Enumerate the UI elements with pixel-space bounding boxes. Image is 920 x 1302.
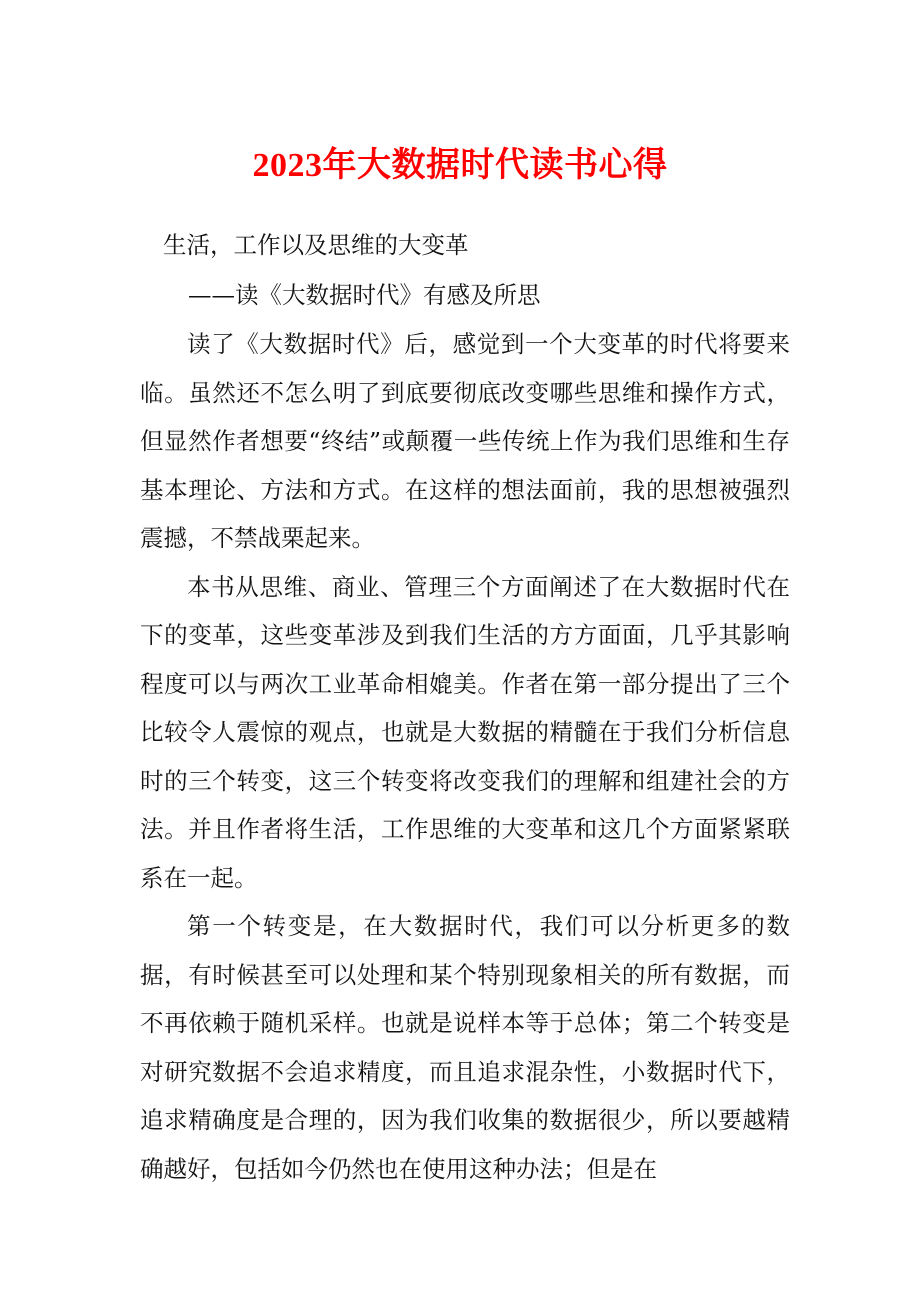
body-paragraph: 第一个转变是，在大数据时代，我们可以分析更多的数据，有时候甚至可以处理和某个特别现象相关的所有数据，而不再依赖于随机采样。也就是说样本等于总体；第二个转变是对研究数据不会追求精度，而且追求混杂性，小数据时代下，追求精确度是合理的，因为我们收集的数据很少，所以要越精确越好，包括如今仍然也在使用这种办法；但是在 — [140, 912, 790, 1183]
body-paragraph: 本书从思维、商业、管理三个方面阐述了在大数据时代在下的变革，这些变革涉及到我们生活的方方面面，几乎其影响程度可以与两次工业革命相媲美。作者在第一部分提出了三个比较令人震惊的观点，也就是大数据的精髓在于我们分析信息时的三个转变，这三个转变将改变我们的理解和组建社会的方法。并且作者将生活，工作思维的大变革和这几个方面紧紧联系在一起。 — [140, 572, 790, 892]
document-title: 2023年大数据时代读书心得 — [252, 147, 668, 184]
body-paragraph: 读了《大数据时代》后，感觉到一个大变革的时代将要来临。虽然还不怎么明了到底要彻底改变哪些思维和操作方式，但显然作者想要“终结”或颠覆一些传统上作为我们思维和生存基本理论、方法和方式。在这样的想法面前，我的思想被强烈震撼，不禁战栗起来。 — [140, 330, 790, 552]
document-byline: ——读《大数据时代》有感及所思 — [188, 281, 541, 309]
document-body — [140, 320, 790, 1193]
document-subtitle: 生活，工作以及思维的大变革 — [163, 231, 469, 259]
